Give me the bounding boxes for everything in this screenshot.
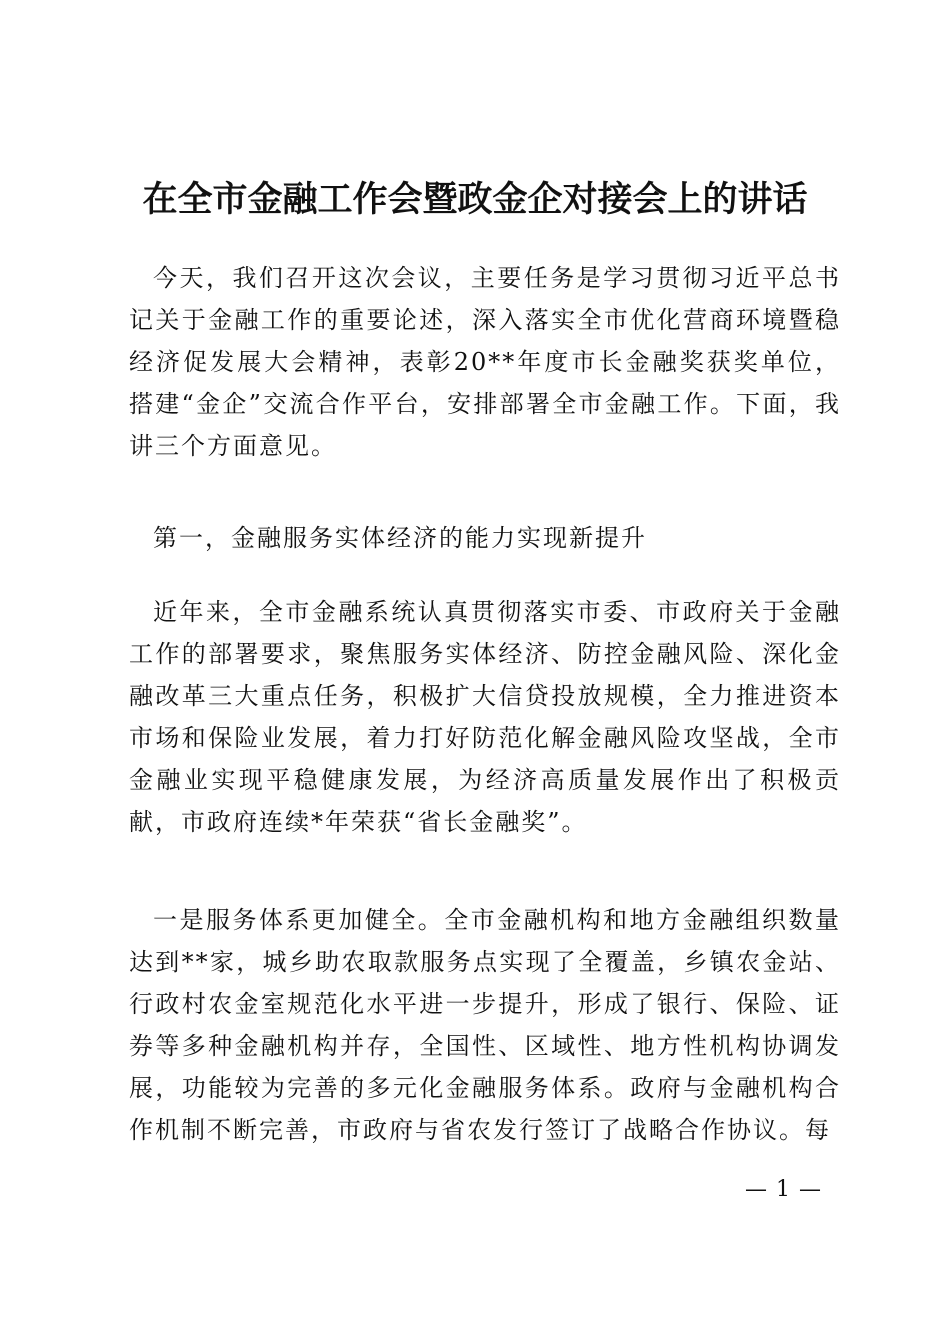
paragraph-intro: 今天，我们召开这次会议，主要任务是学习贯彻习近平总书记关于金融工作的重要论述，深入落实全市优化营商环境暨稳经济促发展大会精神，表彰20**年度市长金融奖获奖单位，搭建“金企”交流合作平台，安排部署全市金融工作。下面，我讲三个方面意见。 bbox=[129, 264, 841, 460]
document-title: 在全市金融工作会暨政金企对接会上的讲话 bbox=[142, 179, 808, 220]
section-heading-first: 第一，金融服务实体经济的能力实现新提升 bbox=[153, 524, 647, 552]
paragraph-recent-years: 近年来，全市金融系统认真贯彻落实市委、市政府关于金融工作的部署要求，聚焦服务实体经济、防控金融风险、深化金融改革三大重点任务，积极扩大信贷投放规模，全力推进资本市场和保险业发展，着力打好防范化解金融风险攻坚战，全市金融业实现平稳健康发展，为经济高质量发展作出了积极贡献，市政府连续*年荣获“省长金融奖”。 bbox=[129, 598, 841, 836]
paragraph-service-system: 一是服务体系更加健全。全市金融机构和地方金融组织数量达到**家，城乡助农取款服务点实现了全覆盖，乡镇农金站、行政村农金室规范化水平进一步提升，形成了银行、保险、证券等多种金融机构并存，全国性、区域性、地方性机构协调发展，功能较为完善的多元化金融服务体系。政府与金融机构合作机制不断完善，市政府与省农发行签订了战略合作协议。每 bbox=[129, 906, 841, 1144]
page-number: — 1 — bbox=[745, 1177, 822, 1202]
